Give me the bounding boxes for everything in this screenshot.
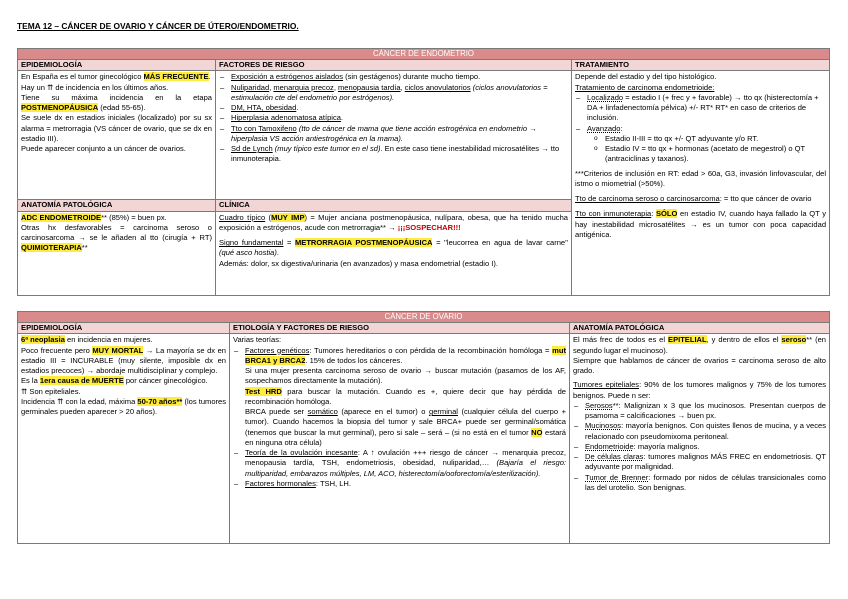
ovario-ap-cell: El más frec de todos es el EPITELIAL, y dentro de ellos el seroso** (en segundo lugar el mucinoso). Siempre que hablamos de cáncer de ovarios = carcinoma seroso de alto grado. Tumores epiteliales: 90% de los tumores malignos y 75% de los tumores benignos. Puede n ser: – Serosos**: Malignizan x 3 que los mucinosos. Presentan cuerpos de psamoma = calcificaciones → buen px. – Mucinosos: mayoría benignos. Con quistes llenos de mucina, y a veces relacionado con pseudomixoma peritoneal. – Endometrioide: mayoría malignos. – De células claras: tumores malignos MÁS FREC en endometriosis. QT adyuvante por malignidad. – Tumor de Brenner: formado por nidos de células transicionales como las del urotelio. Son benignas. (570, 334, 830, 544)
endometrio-band: CÁNCER DE ENDOMETRIO (18, 49, 830, 60)
page-title: TEMA 12 – CÁNCER DE OVARIO Y CÁNCER DE ÚTERO/ENDOMETRIO. (17, 21, 299, 31)
endometrio-fr-cell: – Exposición a estrógenos aislados (sin gestágenos) durante mucho tiempo. – Nuliparidad, menarquia precoz, menopausia tardía, ciclos anovulatorios (ciclos anovulatorios = estimulación cte del endometrio por estrógenos). – DM, HTA, obesidad. – Hiperplasia adenomatosa atípica. – Tto con Tamoxifeno (tto de cáncer de mama que tiene acción estrogénica en endometrio → hiperplasia VS acción antiestrogénica en la mama). – Sd de Lynch (muy típico este tumor en el sd). En este caso tiene inestabilidad microsatélites → tto inmunoterapia. (216, 71, 572, 200)
endometrio-tto-cell: Depende del estadio y del tipo histológico. Tratamiento de carcinoma endometrioide: – Localizado = estadio I (+ frec y + favorable) → tto qx (histerectomía + DA + linfadenectomía pélvica) +/- RT* RT* en caso de criterios de inclusión. – Avanzado: o Estadio II-III = tto qx +/- QT adyuvante y/o RT. o Estadio IV = tto qx + hormonas (acetato de megestrol) o QT (antraciclinas y taxanos). ***Criterios de inclusión en RT: edad > 60a, G3, invasión linfovascular, del istmo o miometrial (>50%). Tto de carcinoma seroso o carcinosarcoma: = tto que cáncer de ovario Tto con inmunoterapia: SÓLO en estadio IV, cuando haya fallado la QT y hay inestabilidad microsatélites → es un tumor con poca capacidad antigénica. (572, 71, 830, 295)
ovario-et-cell: Varias teorías: – Factores genéticos: Tumores hereditarios o con pérdida de la recombinación homóloga = mut BRCA1 y BRCA2. 15% de todos los cánceres. Si una mujer presenta carcinoma seroso de ovario → buscar mutación (pasamos de los AF, sospechamos directamente la mutación). Test HRD para buscar la mutación. Cuando es +, quiere decir que hay pérdida de recombinación homóloga. BRCA puede ser somático (aparece en el tumor) o germinal (cualquier célula del cuerpo + tumor). Cuando hacemos la biopsia del tumor y sale BRCA+ puede ser germinal/somática (tenemos que buscar la mut germinal), pero si sale – será – (si no está en el tumor NO estará en ninguna otra célula) – Teoría de la ovulación incesante: A ↑ ovulación +++ riesgo de cáncer → menarquia precoz, menopausia tardía, TSH, endometriosis, obesidad, nuliparidad,… (Bajaría el riesgo: multiparidad, embarazos múltiples, LM, ACO, histerectomía/ooforectomía/esterilización). – Factores hormonales: TSH, LH. (230, 334, 570, 544)
endometrio-fr-header: FACTORES DE RIESGO (216, 60, 572, 71)
endometrio-ap-header: ANATOMÍA PATOLÓGICA (18, 200, 216, 211)
ovario-et-header: ETIOLOGÍA Y FACTORES DE RIESGO (230, 323, 570, 334)
ovario-epi-cell: 6ª neoplasia en incidencia en mujeres. Poco frecuente pero MUY MORTAL → La mayoría se dx en estadio III = INCURABLE (muy silente, imposible dx en estadios precoces) → abordaje multidisciplinar y complejo. Es la 1era causa de MUERTE por cáncer ginecológico. ⇈ Son epiteliales. Incidencia ⇈ con la edad, máxima 50-70 años** (los tumores germinales pueden aparecer > 20 años). (18, 334, 230, 544)
ovario-band: CÁNCER DE OVARIO (18, 312, 830, 323)
ovario-ap-header: ANATOMÍA PATOLÓGICA (570, 323, 830, 334)
endometrio-ap-cell: ADC ENDOMETROIDE** (85%) = buen px. Otras hx desfavorables = carcinoma seroso o carcinosarcoma → se le añaden al tto (cirugía + RT) QUIMIOTERAPIA** (18, 211, 216, 295)
endometrio-table (17, 48, 830, 296)
endometrio-epi-header: EPIDEMIOLOGÍA (18, 60, 216, 71)
endometrio-tto-header: TRATAMIENTO (572, 60, 830, 71)
endometrio-epi-cell: En España es el tumor ginecológico MÁS FRECUENTE. Hay un ⇈ de incidencia en los últimos años. Tiene su máxima incidencia en la etapa POSTMENOPÁUSICA (edad 55-65). Se suele dx en estadios iniciales (localizado) por su sx alarma = metrorragia (VS cáncer de ovario, que se dx en estadio III). Puede aparecer conjunto a un cáncer de ovarios. (18, 71, 216, 200)
endometrio-cl-header: CLÍNICA (216, 200, 572, 211)
ovario-epi-header: EPIDEMIOLOGÍA (18, 323, 230, 334)
ovario-table (17, 311, 830, 544)
endometrio-cl-cell: Cuadro típico (MUY IMP) = Mujer anciana postmenopáusica, nulípara, obesa, que ha tenido mucha exposición a estrógenos, acude con metrorragia** → ¡¡¡SOSPECHAR!!! Signo fundamental = METRORRAGIA POSTMENOPÁUSICA = ''leucorrea en agua de lavar carne'' (qué asco hostia). Además: dolor, sx digestiva/urinaria (en avanzados) y masa endometrial (estadio I). (216, 211, 572, 295)
